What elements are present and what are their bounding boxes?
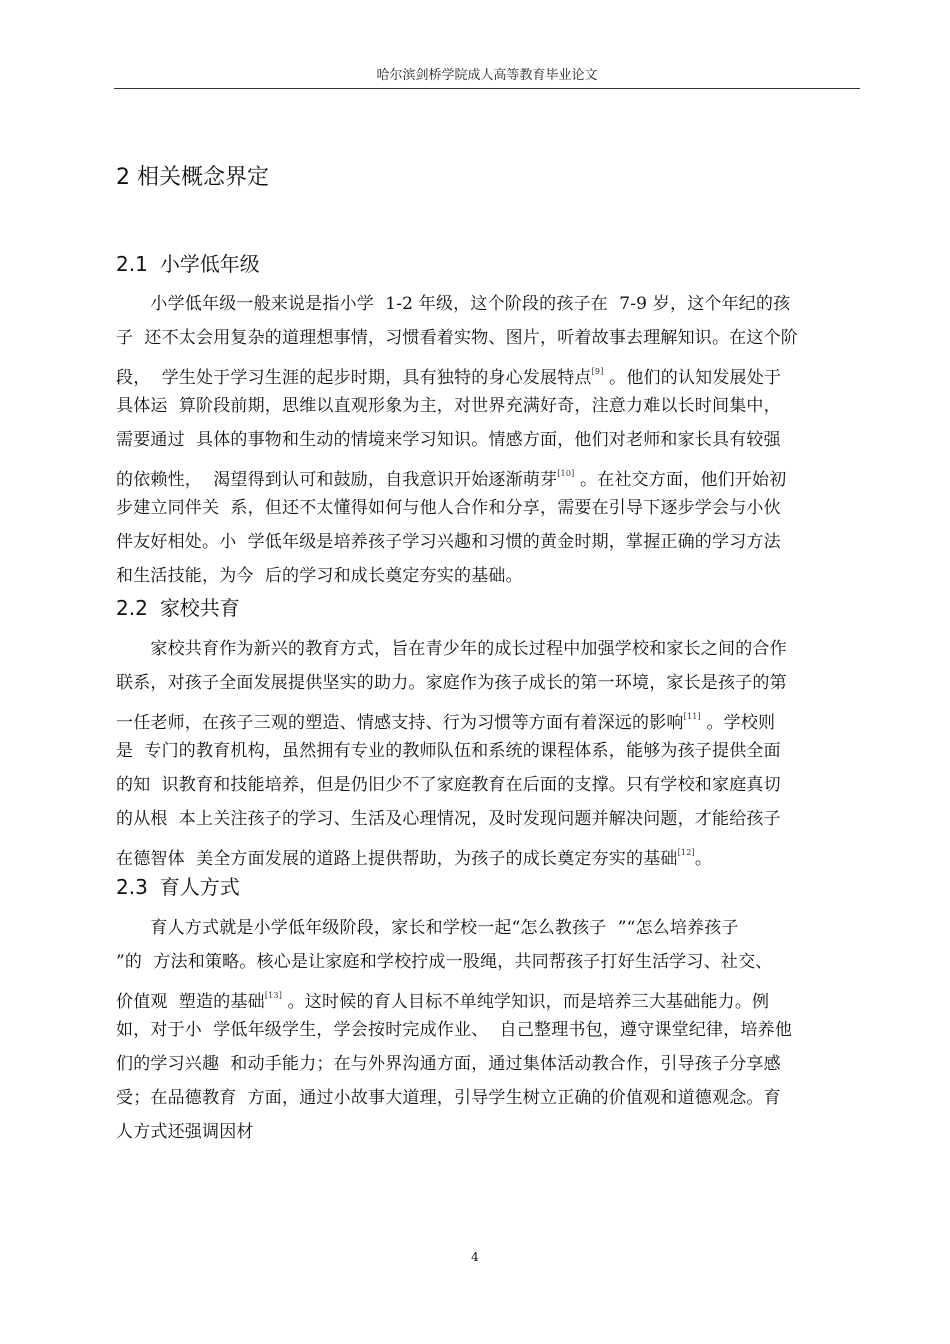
section-2-1-paragraph [116, 287, 862, 593]
section-heading-2-1 [116, 248, 260, 277]
chapter-title: 2 相关概念界定 [116, 165, 269, 190]
line-text-after-ref: 。 [694, 849, 713, 869]
paragraph-line [116, 632, 862, 666]
section-heading-2-2 [116, 592, 240, 621]
citation-ref: [10] [557, 469, 575, 478]
section-title: 小学低年级 [159, 252, 260, 276]
paragraph-line [116, 559, 862, 593]
line-text-after-ref: 。这时候的育人目标不单纯学知识，而是培养三大基础能力。例 [282, 992, 770, 1012]
section-title: 家校共育 [159, 596, 240, 620]
line-text: 受；在品德教育 方面，通过小故事大道理，引导学生树立正确的价值观和道德观念。育 [116, 1088, 781, 1108]
line-text: 段， 学生处于学习生涯的起步时期，具有独特的身心发展特点 [116, 368, 592, 388]
paragraph-line [116, 1115, 862, 1149]
running-header: 哈尔滨剑桥学院成人高等教育毕业论文 [376, 68, 598, 83]
line-text-after-ref: 。他们的认知发展处于 [603, 368, 782, 388]
line-text-after-ref: 。学校则 [700, 713, 776, 733]
line-text: 在德智体 美全方面发展的道路上提供帮助，为孩子的成长奠定夯实的基础 [116, 849, 678, 869]
line-text: 子 还不太会用复杂的道理想事情，习惯看着实物、图片，听着故事去理解知识。在这个阶 [116, 328, 799, 348]
citation-ref: [11] [683, 712, 701, 721]
citation-ref: [12] [677, 848, 695, 857]
line-text: 联系，对孩子全面发展提供坚实的助力。家庭作为孩子成长的第一环境，家长是孩子的第 [116, 673, 787, 693]
paragraph-line [116, 945, 862, 979]
paragraph-line [116, 979, 862, 1013]
citation-ref: [13] [264, 991, 283, 1000]
paragraph-line [116, 1047, 862, 1081]
paragraph-line [116, 423, 862, 457]
line-text: 的知 识教育和技能培养，但是仍旧少不了家庭教育在后面的支撑。只有学校和家庭真切 [116, 775, 781, 795]
line-text: 们的学习兴趣 和动手能力；在与外界沟通方面，通过集体活动教合作，引导孩子分享感 [116, 1054, 781, 1074]
paragraph-line [116, 491, 862, 525]
section-heading-2-3 [116, 871, 240, 900]
line-text: ”的 方法和策略。核心是让家庭和学校拧成一股绳，共同帮孩子打好生活学习、社交、 [116, 952, 773, 972]
section-title: 育人方式 [159, 875, 240, 899]
citation-ref: [9] [591, 367, 604, 376]
paragraph-line [116, 389, 862, 423]
section-number: 2.1 [116, 252, 148, 276]
paragraph-line [116, 321, 862, 355]
line-text: 人方式还强调因材 [116, 1122, 254, 1142]
header-rule [114, 88, 860, 89]
paragraph-line [116, 355, 862, 389]
paragraph-line [116, 911, 862, 945]
line-text: 和生活技能，为今 后的学习和成长奠定夯实的基础。 [116, 566, 523, 586]
paragraph-line [116, 768, 862, 802]
line-text: 具体运 算阶段前期，思维以直观形象为主，对世界充满好奇，注意力难以长时间集中， [116, 396, 781, 416]
line-text: 需要通过 具体的事物和生动的情境来学习知识。情感方面，他们对老师和家长具有较强 [116, 430, 781, 450]
line-text: 的依赖性， 渴望得到认可和鼓励，自我意识开始逐渐萌芽 [116, 470, 558, 490]
paragraph-line [116, 802, 862, 836]
line-text: 育人方式就是小学低年级阶段，家长和学校一起“怎么教孩子 ”“怎么培养孩子 [116, 918, 739, 938]
line-text-after-ref: 。在社交方面，他们开始初 [574, 470, 787, 490]
line-text: 的从根 本上关注孩子的学习、生活及心理情况，及时发现问题并解决问题，才能给孩子 [116, 809, 781, 829]
paragraph-line [116, 287, 862, 321]
paragraph-line [116, 734, 862, 768]
paragraph-line [116, 700, 862, 734]
paragraph-line [116, 666, 862, 700]
line-text: 家校共育作为新兴的教育方式，旨在青少年的成长过程中加强学校和家长之间的合作 [116, 639, 787, 659]
line-text: 一任老师，在孩子三观的塑造、情感支持、行为习惯等方面有着深远的影响 [116, 713, 684, 733]
section-number: 2.3 [116, 875, 148, 899]
line-text: 价值观 塑造的基础 [116, 992, 265, 1012]
page-number: 4 [471, 1250, 479, 1264]
line-text: 伴友好相处。小 学低年级是培养孩子学习兴趣和习惯的黄金时期，掌握正确的学习方法 [116, 532, 781, 552]
paragraph-line [116, 525, 862, 559]
section-2-2-paragraph [116, 632, 862, 870]
line-text: 小学低年级一般来说是指小学 1-2 年级，这个阶段的孩子在 7-9 岁，这个年纪的孩 [116, 294, 791, 314]
paragraph-line [116, 1081, 862, 1115]
line-text: 是 专门的教育机构，虽然拥有专业的教师队伍和系统的课程体系，能够为孩子提供全面 [116, 741, 781, 761]
section-2-3-paragraph [116, 911, 862, 1149]
paragraph-line [116, 1013, 862, 1047]
paragraph-line [116, 836, 862, 870]
paragraph-line [116, 457, 862, 491]
section-number: 2.2 [116, 596, 148, 620]
line-text: 步建立同伴关 系，但还不太懂得如何与他人合作和分享，需要在引导下逐步学会与小伙 [116, 498, 781, 518]
line-text: 如，对于小 学低年级学生，学会按时完成作业、 自己整理书包，遵守课堂纪律，培养他 [116, 1020, 793, 1040]
